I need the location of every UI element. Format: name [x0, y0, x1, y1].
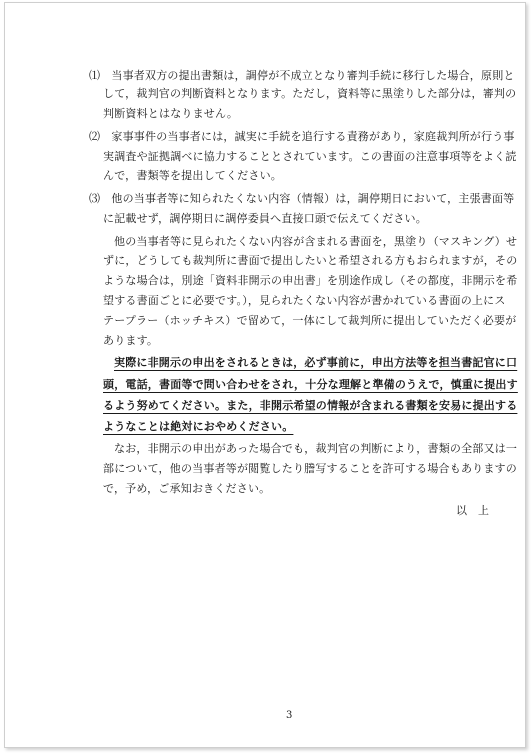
para1-line3: 判断資料とはなりません。 — [103, 107, 239, 120]
para1-line2: して，裁判官の判断資料となります。ただし，資料等に黒塗りした部分は，審判の — [103, 87, 517, 100]
para4-line2: ずに，どうしても裁判所に書面で提出したいと希望される方もおられますが，その — [103, 254, 518, 267]
page-number: 3 — [286, 710, 293, 721]
para5-line2: 頭，電話，書面等で問い合わせをされ，十分な理解と準備のうえで，慎重に提出す — [103, 378, 518, 391]
para3-line2: に記載せず，調停期日に調停委員へ直接口頭で伝えてください。 — [103, 212, 427, 225]
para4-line6: あります。 — [103, 334, 159, 347]
para4-line5: テープラー（ホッチキス）で留めて，一体にして裁判所に提出していただく必要が — [103, 314, 517, 327]
closing-text: 以 上 — [456, 504, 489, 517]
para2-line2: 実調査や証拠調べに協力することとされています。この書面の注意事項等をよく読 — [103, 150, 517, 163]
para2-line3: んで，書類等を提出してください。 — [103, 169, 282, 182]
para6-line2: 部について，他の当事者等が閲覧したり謄写することを許可する場合もありますの — [103, 462, 517, 475]
para5-line1: 実際に非開示の申出をされるときは，必ず事前に，申出方法等を担当書記官に口 — [114, 356, 518, 369]
para4-line4: 望する書面ごとに必要です。），見られたくない内容が書かれている書面の上にス — [103, 294, 506, 307]
para2-line1: ⑵ 家事事件の当事者には，誠実に手続を追行する責務があり，家庭裁判所が行う事 — [89, 130, 515, 143]
para5-line4: ようなことは絶対におやめください。 — [103, 420, 294, 433]
para5-line3: るよう努めてください。また，非開示希望の情報が含まれる書類を安易に提出する — [103, 399, 518, 412]
para1-line1: ⑴ 当事者双方の提出書類は，調停が不成立となり審判手続に移行した場合，原則と — [89, 69, 515, 82]
para6-line1: なお，非開示の申出があった場合でも，裁判官の判断により，書類の全部又は一 — [114, 442, 518, 455]
document-page — [4, 2, 526, 748]
para4-line1: 他の当事者等に見られたくない内容が含まれる書面を，黒塗り（マスキング）せ — [114, 235, 518, 248]
para6-line3: で，予め，ご承知おきください。 — [103, 482, 271, 495]
para4-line3: ような場合は，別途「資料非開示の申出書」を別途作成し（その都度，非開示を希 — [103, 274, 518, 287]
para3-line1: ⑶ 他の当事者等に知られたくない内容（情報）は，調停期日において，主張書面等 — [89, 192, 515, 205]
